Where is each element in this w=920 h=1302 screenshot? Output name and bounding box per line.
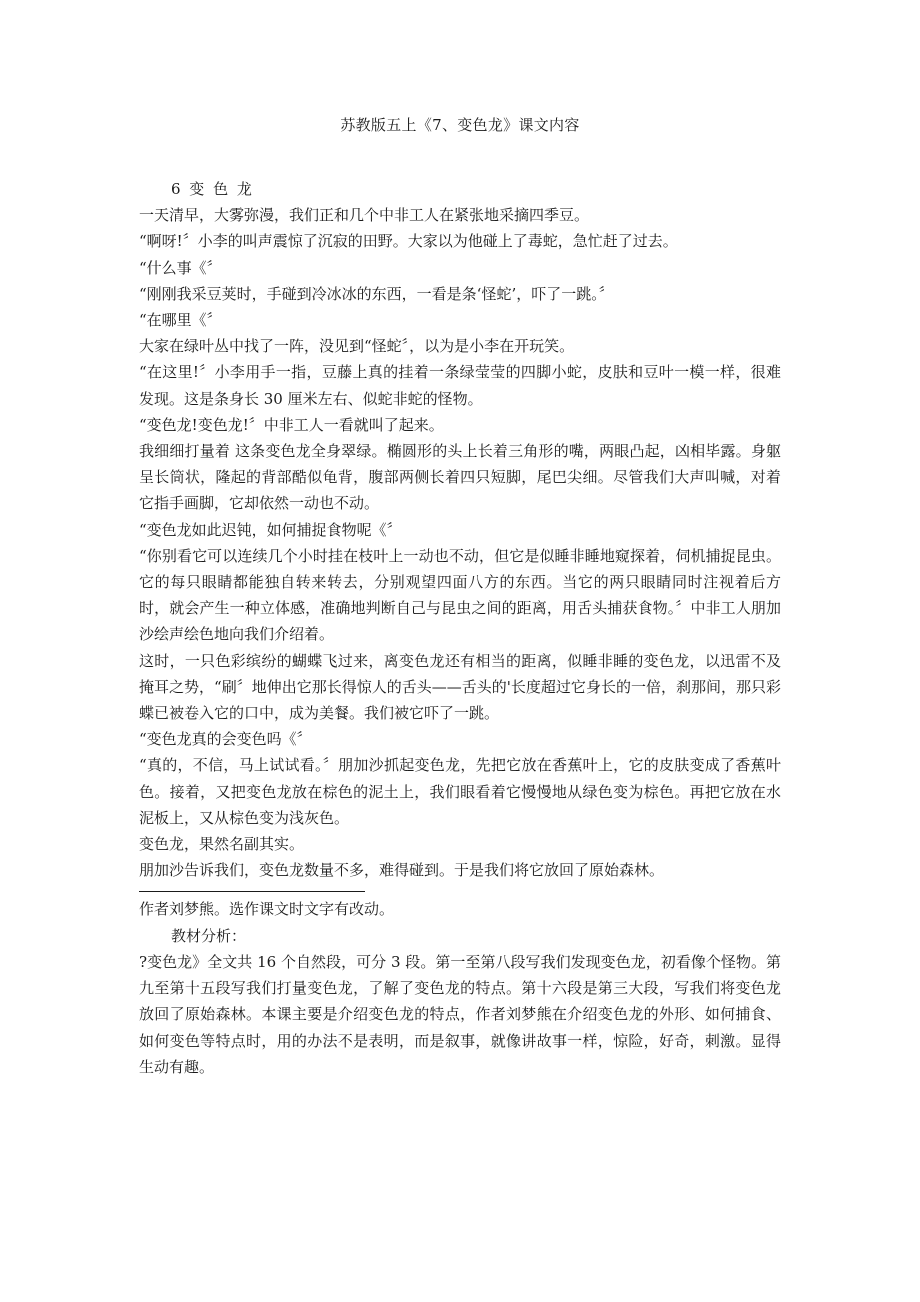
paragraph: 我细细打量着 这条变色龙全身翠绿。椭圆形的头上长着三角形的嘴，两眼凸起，凶相毕露。身躯呈长筒状，隆起的背部酷似龟背，腹部两侧长着四只短脚，尾巴尖细。尽管我们大声叫喊，对着它指手画脚，它却依然一动也不动。 (139, 442, 781, 513)
paragraph: 朋加沙告诉我们，变色龙数量不多，难得碰到。于是我们将它放回了原始森林。 (139, 861, 665, 880)
paragraph: 一天清早，大雾弥漫，我们正和几个中非工人在紧张地采摘四季豆。 (139, 206, 590, 225)
paragraph: 大家在绿叶丛中找了一阵，没见到“怪蛇〞，以为是小李在开玩笑。 (139, 337, 575, 356)
footnote-divider (139, 891, 365, 892)
paragraph: “变色龙如此迟钝，如何捕捉食物呢《〞 (139, 520, 402, 539)
footnote: 作者刘梦熊。选作课文时文字有改动。 (139, 900, 395, 919)
paragraph: “在哪里《〞 (139, 311, 222, 330)
document-body (139, 176, 781, 1080)
lesson-heading: 6 变 色 龙 (171, 180, 254, 198)
paragraph: “真的，不信，马上试试看。〞朋加沙抓起变色龙，先把它放在香蕉叶上，它的皮肤变成了香蕉叶色。接着，又把变色龙放在棕色的泥土上，我们眼看着它慢慢地从绿色变为棕色。再把它放在水泥板上，又从棕色变为浅灰色。 (139, 756, 781, 827)
paragraph: “你别看它可以连续几个小时挂在枝叶上一动也不动，但它是似睡非睡地窥探着，伺机捕捉昆虫。它的每只眼睛都能独自转来转去，分别观望四面八方的东西。当它的两只眼睛同时注视着后方时，就会产生一种立体感，准确地判断自己与昆虫之间的距离，用舌头捕获食物。〞中非工人朋加沙绘声绘色地向我们介绍着。 (139, 546, 781, 644)
paragraph: “变色龙!变色龙!〞中非工人一看就叫了起来。 (139, 415, 444, 434)
analysis-text: ?变色龙》全文共 16 个自然段，可分 3 段。第一至第八段写我们发现变色龙，初看像个怪物。第九至第十五段写我们打量变色龙，了解了变色龙的特点。第十六段是第三大段，写我们将变色龙放回了原始森林。本课主要是介绍变色龙的特点，作者刘梦熊在介绍变色龙的外形、如何捕食、如何变色等特点时，用的办法不是表明，而是叙事，就像讲故事一样，惊险，好奇，刺激。显得生动有趣。 (139, 952, 781, 1076)
document-title: 苏教版五上《7、变色龙》课文内容 (340, 116, 580, 134)
paragraph: 变色龙，果然名副其实。 (139, 835, 305, 854)
paragraph: “啊呀!〞小李的叫声震惊了沉寂的田野。大家以为他碰上了毒蛇，急忙赶了过去。 (139, 232, 678, 251)
analysis-label: 教材分析： (171, 926, 247, 945)
paragraph: “变色龙真的会变色吗《〞 (139, 730, 312, 749)
paragraph: 这时，一只色彩缤纷的蝴蝶飞过来，离变色龙还有相当的距离，似睡非睡的变色龙，以迅雷不及掩耳之势，“刷〞地伸出它那长得惊人的舌头——舌头的'长度超过它身长的一倍，刹那间，那只彩蝶已被卷入它的口中，成为美餐。我们被它吓了一跳。 (139, 651, 781, 723)
paragraph: “刚刚我采豆荚时，手碰到冷冰冰的东西，一看是条‘怪蛇’，吓了一跳。〞 (139, 284, 614, 303)
paragraph: “在这里!〞小李用手一指，豆藤上真的挂着一条绿莹莹的四脚小蛇，皮肤和豆叶一模一样，很难发现。这是条身长 30 厘米左右、似蛇非蛇的怪物。 (139, 363, 781, 408)
paragraph: “什么事《〞 (139, 258, 222, 277)
